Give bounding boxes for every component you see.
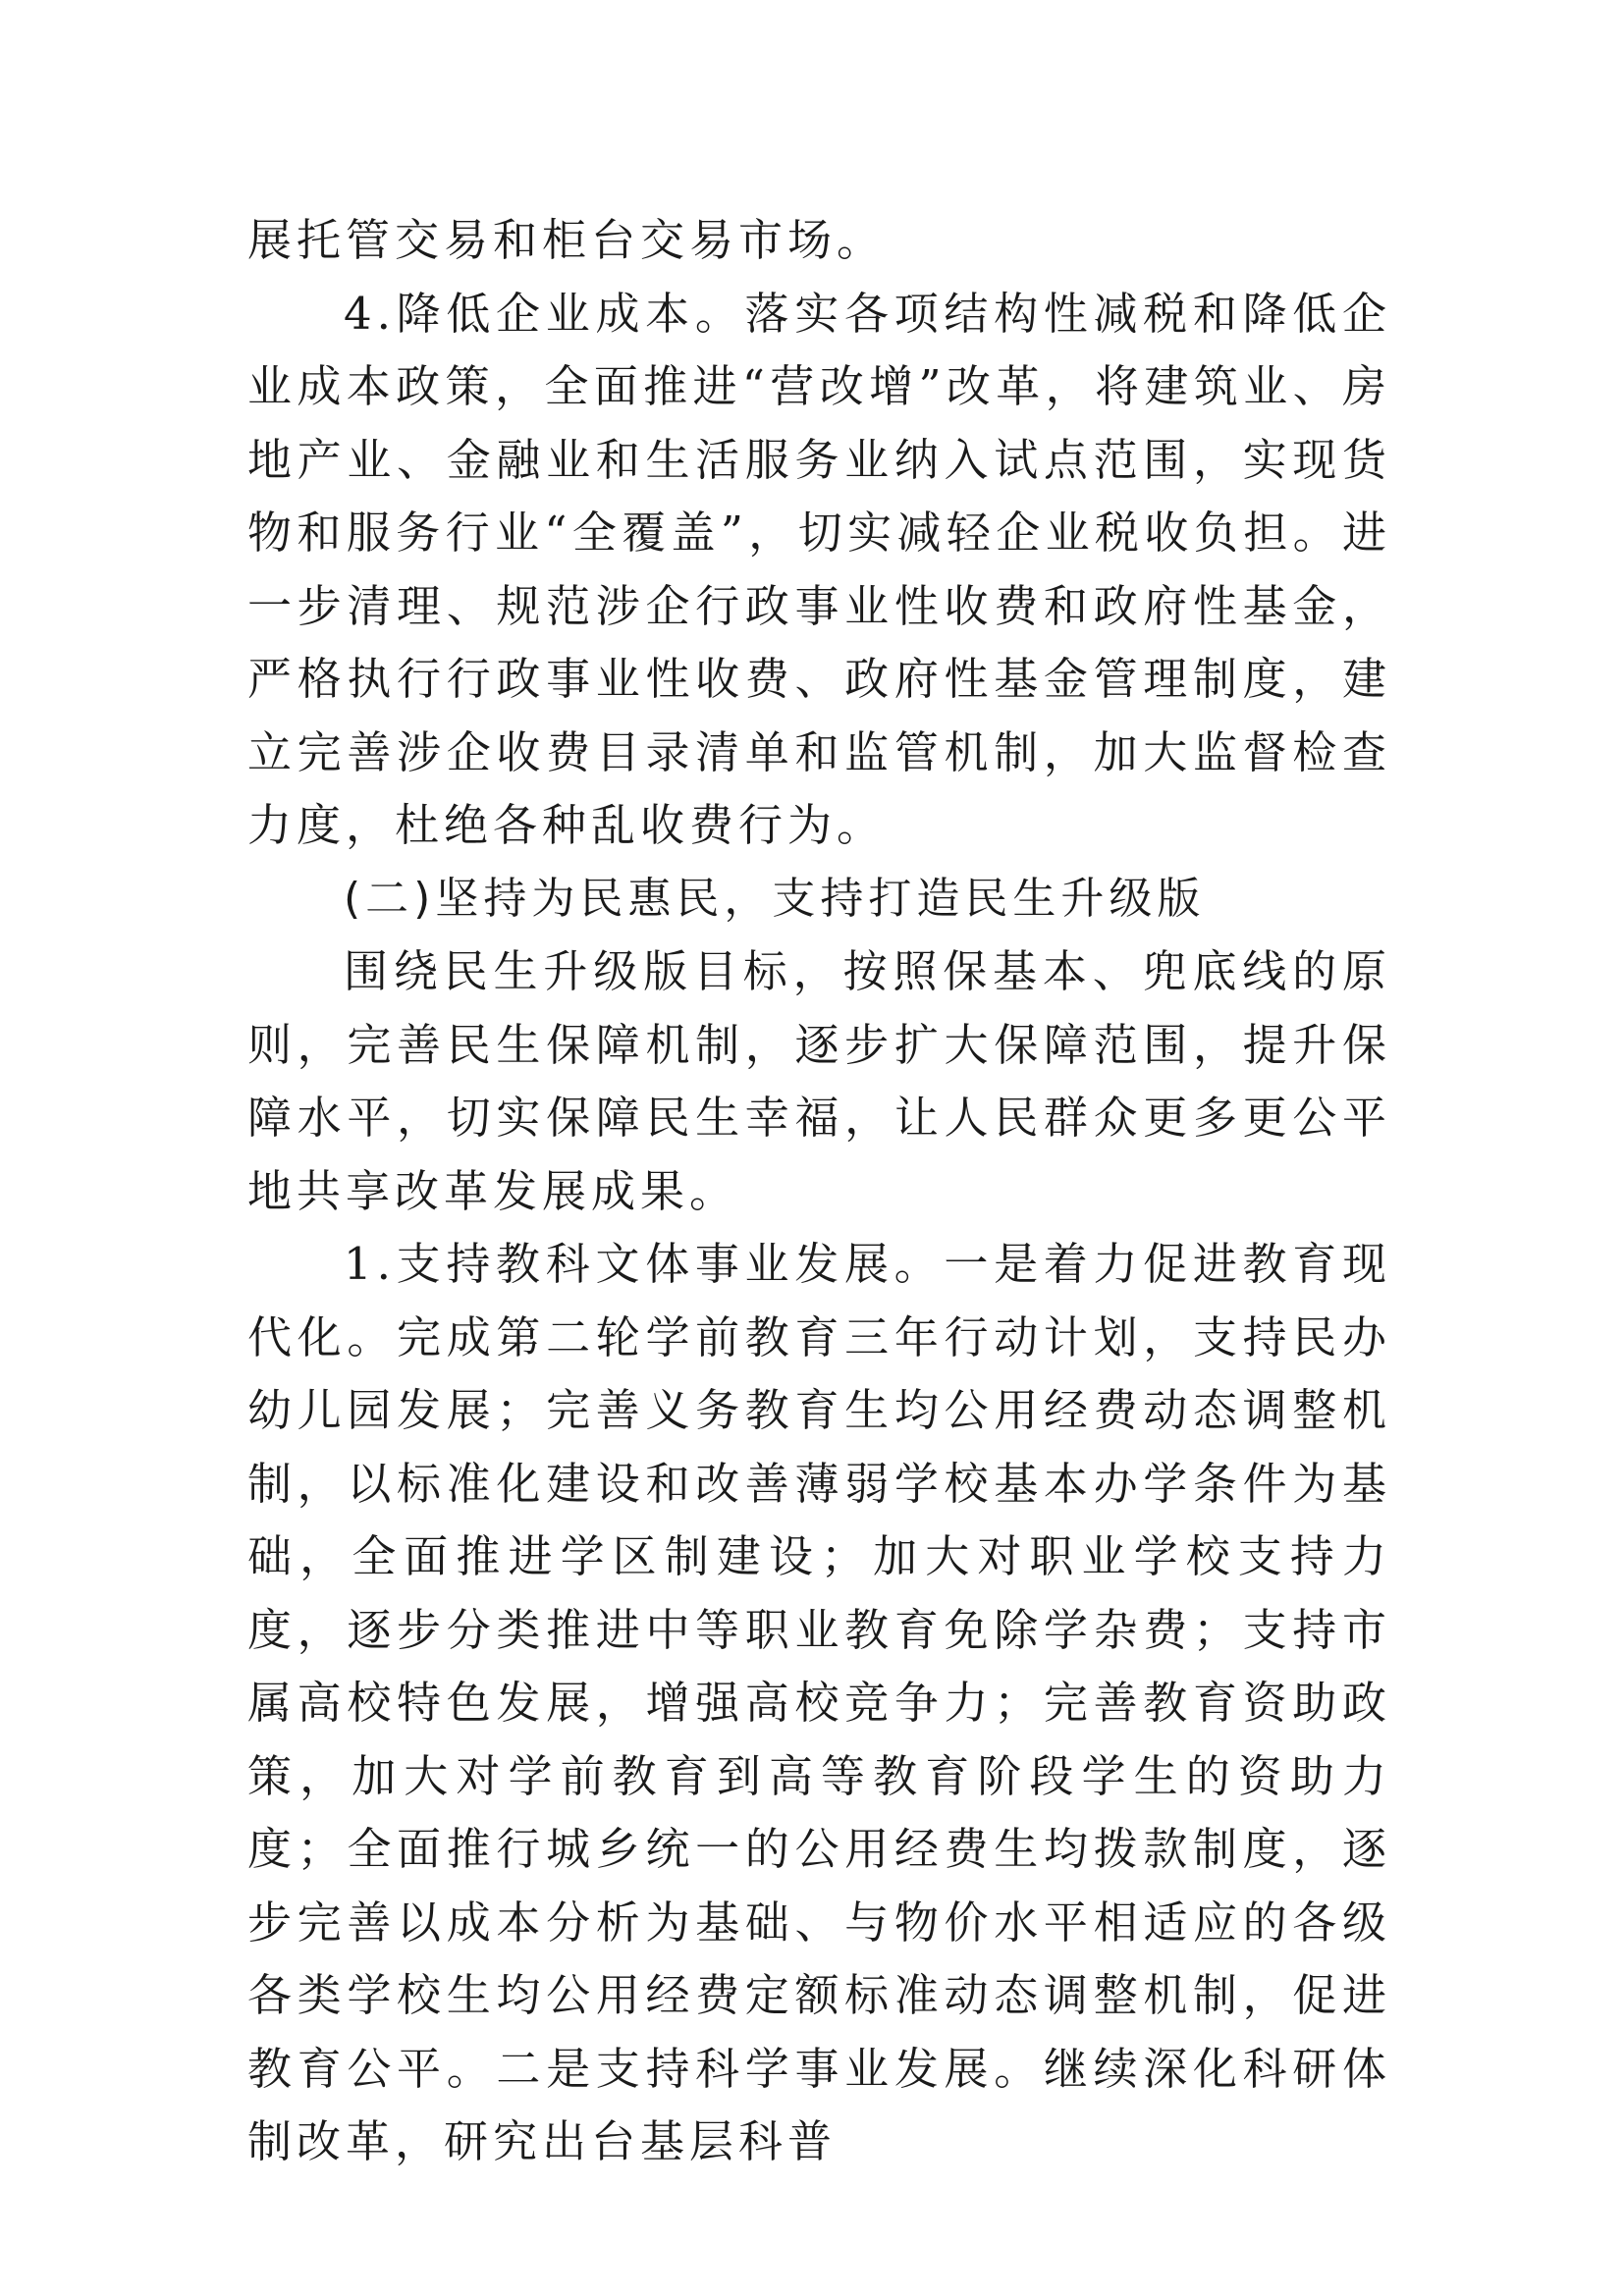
paragraph-education-science: 1.支持教科文体事业发展。一是着力促进教育现代化。完成第二轮学前教育三年行动计划，支持民办幼儿园发展；完善义务教育生均公用经费动态调整机制，以标准化建设和改善薄弱学校基本办学条件为基础，全面推进学区制建设；加大对职业学校支持力度，逐步分类推进中等职业教育免除学杂费；支持市属高校特色发展，增强高校竞争力；完善教育资助政策，加大对学前教育到高等教育阶段学生的资助力度；全面推行城乡统一的公用经费生均拨款制度，逐步完善以成本分析为基础、与物价水平相适应的各级各类学校生均公用经费定额标准动态调整机制，促进教育公平。二是支持科学事业发展。继续深化科研体制改革，研究出台基层科普 [247, 1238, 1391, 2167]
body-text [247, 204, 1391, 2179]
section-heading: (二)坚持为民惠民，支持打造民生升级版 [344, 873, 1206, 924]
paragraph-reduce-enterprise-cost: 4.降低企业成本。落实各项结构性减税和降低企业成本政策，全面推进“营改增”改革，将建筑业、房地产业、金融业和生活服务业纳入试点范围，实现货物和服务行业“全覆盖”，切实减轻企业税收负担。进一步清理、规范涉企行政事业性收费和政府性基金，严格执行行政事业性收费、政府性基金管理制度，建立完善涉企收费目录清单和监管机制，加大监督检查力度，杜绝各种乱收费行为。 [247, 287, 1391, 851]
paragraph-livelihood-goals: 围绕民生升级版目标，按照保基本、兜底线的原则，完善民生保障机制，逐步扩大保障范围，提升保障水平，切实保障民生幸福，让人民群众更多更公平地共享改革发展成果。 [247, 945, 1391, 1217]
paragraph-continuation: 展托管交易和柜台交易市场。 [247, 214, 887, 266]
